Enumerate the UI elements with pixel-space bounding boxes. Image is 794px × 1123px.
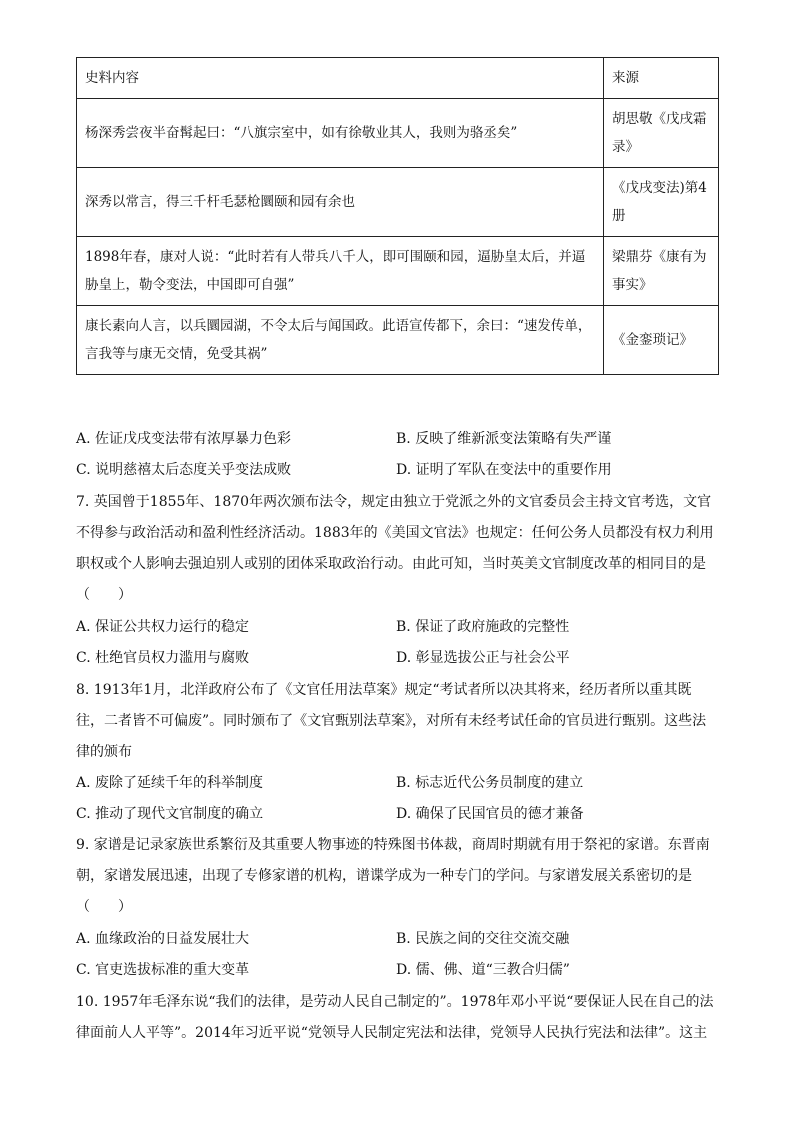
table-cell-source: 《金銮琐记》: [604, 306, 719, 375]
q8-option-b[interactable]: B. 标志近代公务员制度的建立: [396, 775, 584, 791]
q9-option-a[interactable]: A. 血缘政治的日益发展壮大: [76, 931, 250, 947]
table-row: [77, 237, 719, 306]
q10-stem: 10. 1957年毛泽东说“我们的法律，是劳动人民自己制定的”。1978年邓小平说“要保证人民在自己的法律面前人人平等”。2014年习近平说“党领导人民制定宪法和法律，党领导人民执行宪法和法律”。这主: [76, 994, 714, 1041]
q8-stem: 8. 1913年1月，北洋政府公布了《文官任用法草案》规定“考试者所以决其将来，经历者所以重其既往，二者皆不可偏废”。同时颁布了《文官甄别法草案》，对所有未经考试任命的官员进行甄别。这些法律的颁布: [76, 682, 707, 760]
q8-option-a[interactable]: A. 废除了延续千年的科举制度: [76, 775, 264, 791]
q8-options: [76, 768, 716, 830]
table-header-row: [77, 58, 719, 99]
q7-option-b[interactable]: B. 保证了政府施政的完整性: [396, 619, 570, 635]
table-cell-content: 1898年春，康对人说：“此时若有人带兵八千人，即可围颐和园，逼胁皇太后，并逼胁皇上，勒令变法，中国即可自强”: [77, 237, 604, 306]
q9-stem: 9. 家谱是记录家族世系繁衍及其重要人物事迹的特殊图书体裁，商周时期就有用于祭祀的家谱。东晋南朝，家谱发展迅速，出现了专修家谱的机构，谱谍学成为一种专门的学问。与家谱发展关系密切的是（ ）: [76, 837, 710, 915]
q7-option-d[interactable]: D. 彰显选拔公正与社会公平: [396, 650, 570, 666]
table-row: [77, 99, 719, 168]
q9-option-d[interactable]: D. 儒、佛、道“三教合归儒”: [396, 962, 570, 978]
table-cell-content: 深秀以常言，得三千杆毛瑟枪圜颐和园有余也: [77, 168, 604, 237]
q6-option-d[interactable]: D. 证明了军队在变法中的重要作用: [396, 462, 612, 478]
q8-option-d[interactable]: D. 确保了民国官员的德才兼备: [396, 806, 584, 822]
q9-options: [76, 924, 716, 986]
table-row: [77, 306, 719, 375]
q6-options: [76, 424, 716, 486]
table-header-source: 来源: [604, 58, 719, 99]
q8-option-c[interactable]: C. 推动了现代文官制度的确立: [76, 806, 264, 822]
table-header-content: 史料内容: [77, 58, 604, 99]
q6-option-c[interactable]: C. 说明慈禧太后态度关乎变法成败: [76, 462, 292, 478]
q6-option-b[interactable]: B. 反映了维新派变法策略有失严谨: [396, 431, 612, 447]
q7-stem: 7. 英国曾于1855年、1870年两次颁布法令，规定由独立于党派之外的文官委员会主持文官考选，文官不得参与政治活动和盈利性经济活动。1883年的《美国文官法》也规定：任何公务人员都没有权力利用职权或个人影响去强迫别人或别的团体采取政治行动。由此可知，当时英美文官制度改革的相同目的是（ ）: [76, 494, 714, 603]
source-table: [76, 57, 719, 375]
table-cell-source: 胡思敬《戊戌霜录》: [604, 99, 719, 168]
table-cell-source: 《戊戌变法)第4册: [604, 168, 719, 237]
table-cell-source: 梁鼎芬《康有为事实》: [604, 237, 719, 306]
q6-option-a[interactable]: A. 佐证戊戌变法带有浓厚暴力色彩: [76, 431, 292, 447]
q9-option-b[interactable]: B. 民族之间的交往交流交融: [396, 931, 570, 947]
q9-option-c[interactable]: C. 官吏选拔标准的重大变革: [76, 962, 250, 978]
q7-option-c[interactable]: C. 杜绝官员权力滥用与腐败: [76, 650, 250, 666]
table-row: [77, 168, 719, 237]
table-cell-content: 杨深秀尝夜半奋髯起曰：“八旗宗室中，如有徐敬业其人，我则为骆丞矣”: [77, 99, 604, 168]
q7-options: [76, 612, 716, 674]
q7-option-a[interactable]: A. 保证公共权力运行的稳定: [76, 619, 250, 635]
table-cell-content: 康长素向人言，以兵圜园湖，不令太后与闻国政。此语宣传都下，余曰：“速发传单，言我等与康无交情，免受其祸”: [77, 306, 604, 375]
